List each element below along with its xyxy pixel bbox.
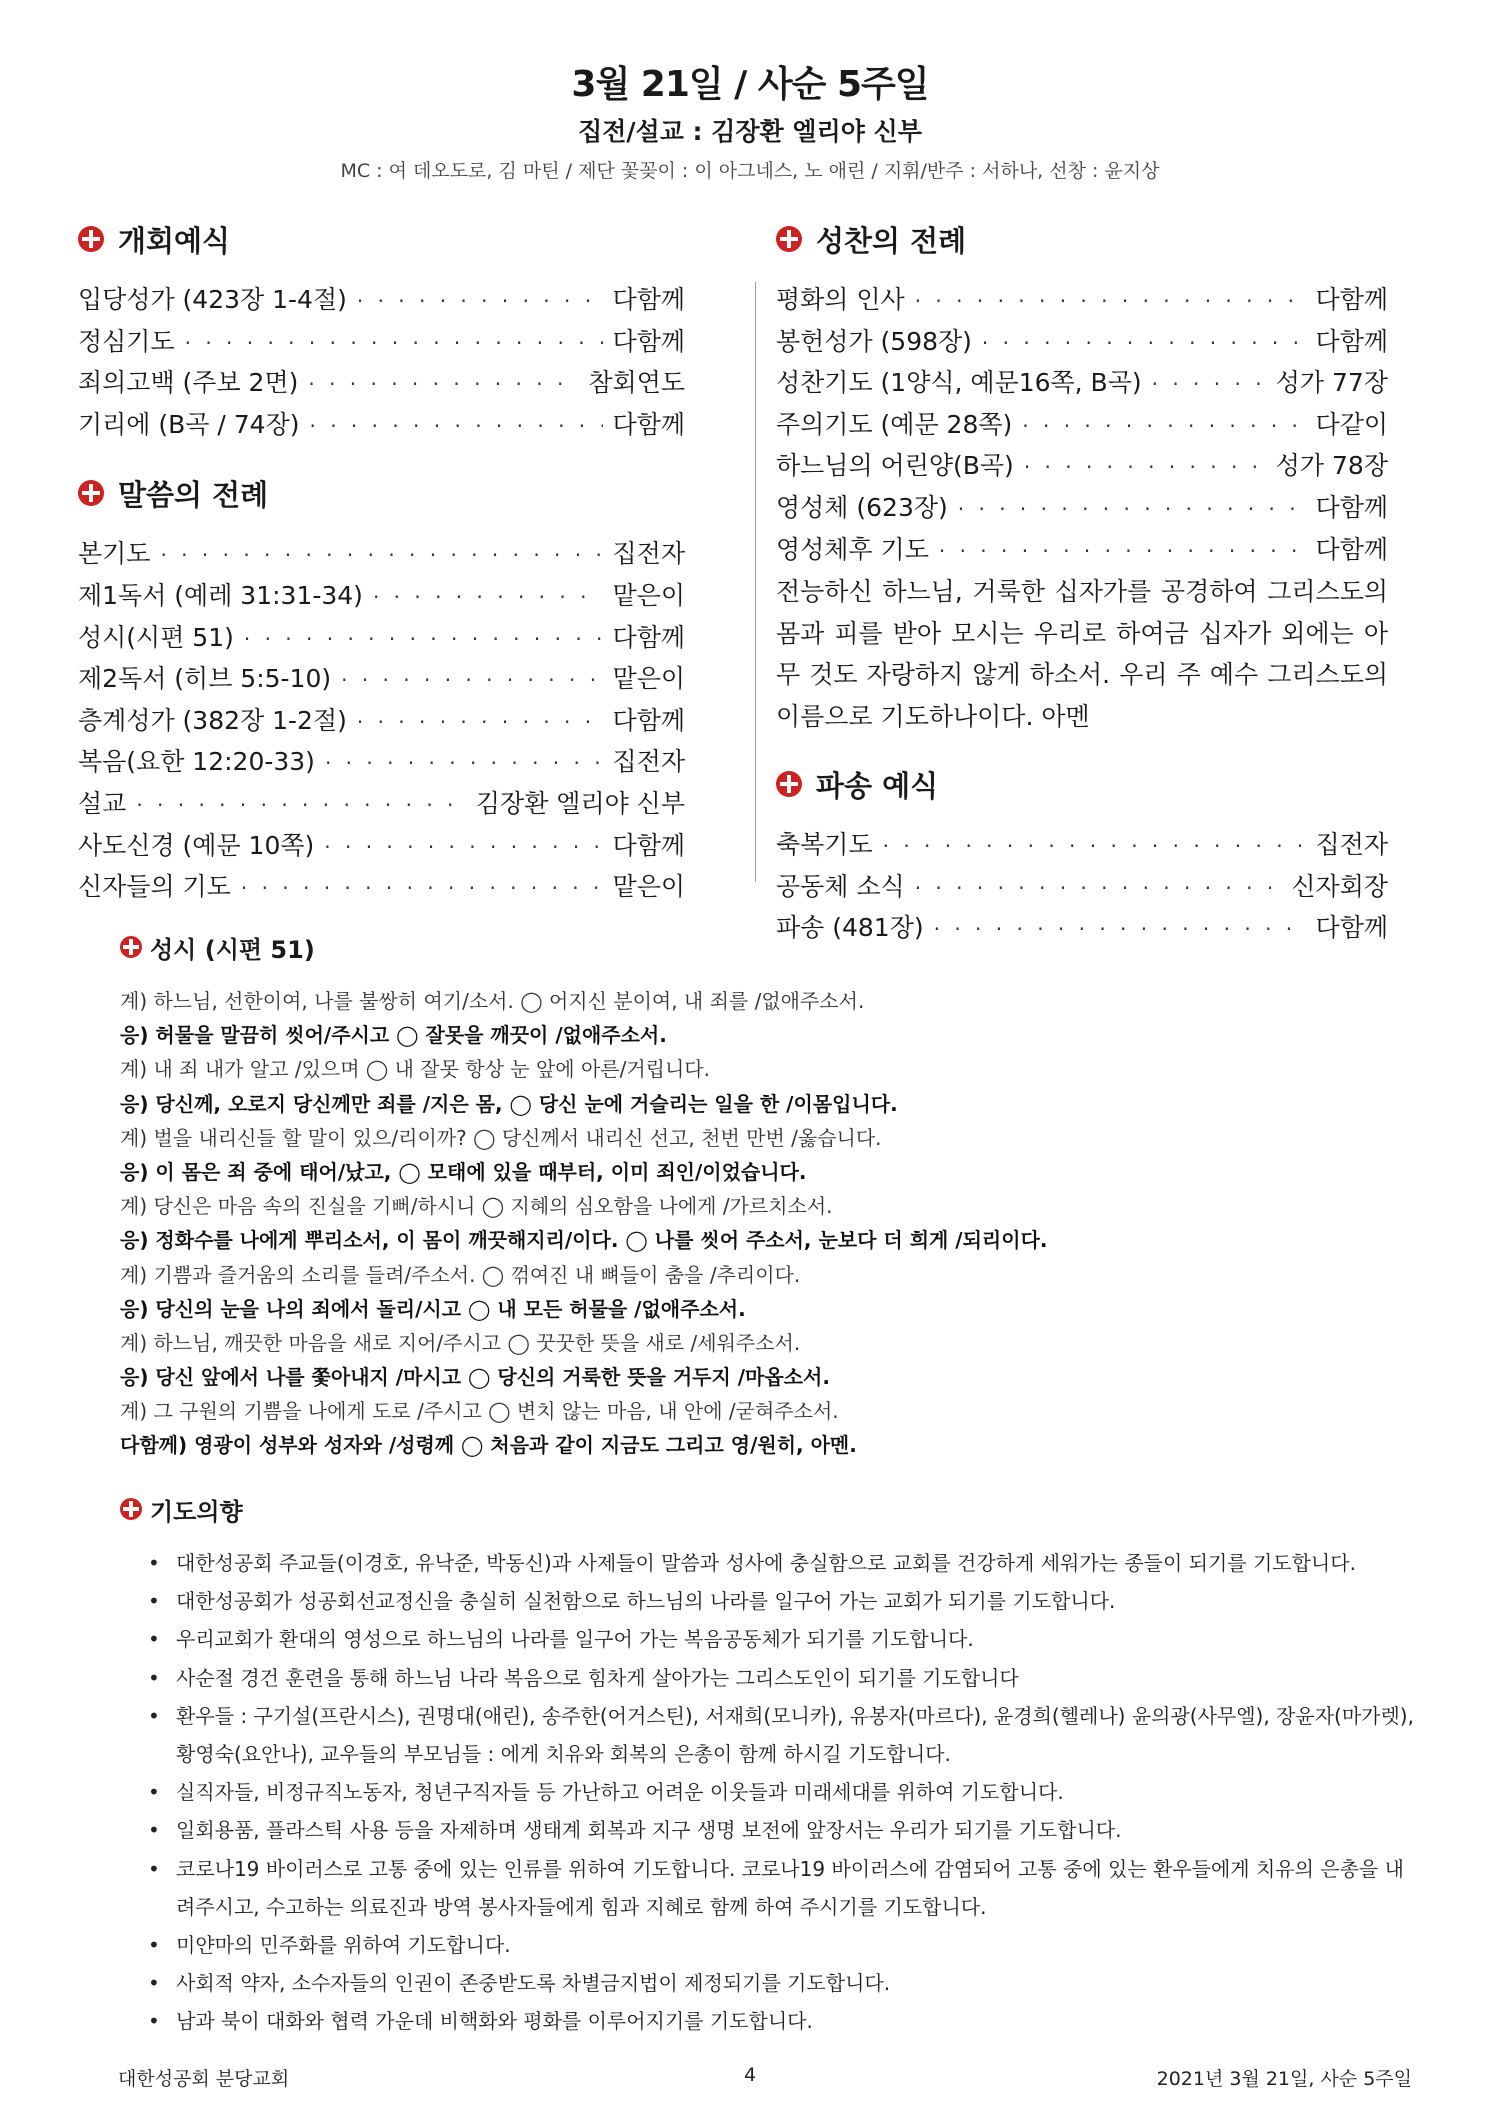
leader-dots xyxy=(308,372,578,396)
liturgy-item-role: 성가 78장 xyxy=(1275,451,1388,481)
liturgy-row xyxy=(78,701,685,743)
psalm-verse: 계) 내 죄 내가 알고 /있으며 ◯ 내 잘못 항상 눈 앞에 아른/거립니다. xyxy=(120,1057,710,1082)
liturgy-row xyxy=(776,363,1388,405)
liturgy-item-role: 신자회장 xyxy=(1291,871,1388,901)
intention-item: • 대한성공회가 성공회선교정신을 충실히 실천함으로 하느님의 나라를 일구어 가는 교회가 되기를 기도합니다. xyxy=(120,1582,1420,1620)
psalm-verse: 계) 당신은 마음 속의 진실을 기뻐/하시니 ◯ 지혜의 심오함을 나에게 /가르치소서. xyxy=(120,1194,833,1219)
liturgy-item-role: 김장환 엘리야 신부 xyxy=(475,788,685,818)
liturgy-item-label: 층계성가 (382장 1-2절) xyxy=(78,705,347,735)
left-column xyxy=(78,214,685,909)
leader-dots xyxy=(324,835,602,859)
liturgy-item-label: 복음(요한 12:20-33) xyxy=(78,747,315,777)
liturgy-row xyxy=(776,867,1388,909)
intention-item: • 코로나19 바이러스로 고통 중에 있는 인류를 위하여 기도합니다. 코로나19 바이러스에 감염되어 고통 중에 있는 환우들에게 치유의 은총을 내려주시고, 수고하는 의료진과 방역 봉사자들에게 힘과 지혜로 함께 하여 주시기를 기도합니다. xyxy=(120,1850,1420,1926)
cross-icon xyxy=(78,480,104,506)
liturgy-item-role: 다함께 xyxy=(1315,285,1388,314)
liturgy-item-label: 기리에 (B곡 / 74장) xyxy=(78,409,300,439)
liturgy-item-role: 다같이 xyxy=(1315,409,1388,439)
liturgy-row xyxy=(776,405,1388,447)
liturgy-item-role: 집전자 xyxy=(612,747,685,777)
leader-dots xyxy=(241,876,603,900)
column-divider xyxy=(755,282,756,882)
liturgy-item-role: 다함께 xyxy=(612,622,685,652)
liturgy-item-role: 다함께 xyxy=(612,409,685,439)
leader-dots xyxy=(1152,372,1266,396)
liturgy-item-label: 제2독서 (히브 5:5-10) xyxy=(78,664,332,694)
liturgy-item-role: 참회연도 xyxy=(588,368,685,398)
liturgy-item-role: 다함께 xyxy=(612,285,685,314)
presider-line: 집전/설교 : 김장환 엘리야 신부 xyxy=(578,117,922,146)
liturgy-item-label: 하느님의 어린양(B곡) xyxy=(776,451,1014,481)
liturgy-item-role: 다함께 xyxy=(1315,913,1388,943)
liturgy-item-role: 다함께 xyxy=(1315,326,1388,356)
psalm-verse: 계) 기쁨과 즐거움의 소리를 들려/주소서. ◯ 꺾여진 내 뼈들이 춤을 /추리이다. xyxy=(120,1262,801,1287)
liturgy-row xyxy=(78,826,685,868)
liturgy-item-label: 주의기도 (예문 28쪽) xyxy=(776,409,1013,439)
psalm-verses xyxy=(120,984,1420,1463)
liturgy-item-label: 신자들의 기도 xyxy=(78,872,231,902)
intentions-list xyxy=(120,1544,1420,2041)
leader-dots xyxy=(325,751,603,775)
leader-dots xyxy=(136,793,466,817)
liturgy-item-role: 맡은이 xyxy=(612,664,685,694)
liturgy-item-role: 다함께 xyxy=(1315,492,1388,522)
liturgy-item-label: 파송 (481장) xyxy=(776,913,924,943)
intentions-section xyxy=(120,1490,1420,2041)
liturgy-row xyxy=(776,530,1388,572)
opening-list xyxy=(78,280,685,446)
intention-item: • 대한성공회 주교들(이경호, 유낙준, 박동신)과 사제들이 말씀과 성사에 충실함으로 교회를 건강하게 세워가는 종들이 되기를 기도합니다. xyxy=(120,1544,1420,1582)
leader-dots xyxy=(939,539,1306,563)
footer-church: 대한성공회 분당교회 xyxy=(118,2068,290,2090)
liturgy-item-label: 사도신경 (예문 10쪽) xyxy=(78,830,315,860)
psalm-verse: 응) 허물을 말끔히 씻어/주시고 ◯ 잘못을 깨끗이 /없애주소서. xyxy=(120,1023,667,1048)
liturgy-item-label: 성찬기도 (1양식, 예문16쪽, B곡) xyxy=(776,368,1142,398)
intentions-heading: 기도의향 xyxy=(120,1490,1420,1528)
leader-dots xyxy=(341,668,602,692)
intention-item: • 환우들 : 구기설(프란시스), 권명대(애린), 송주한(어거스틴), 서재희(모니카), 유봉자(마르다), 윤경희(헬레나) 윤의광(사무엘), 장윤자(마가렛), 황영숙(요안나), 교우들의 부모님들 : 에게 치유와 회복의 은총이 함께 하시길 기도합니다. xyxy=(120,1697,1420,1773)
psalm-verse: 응) 당신께, 오로지 당신께만 죄를 /지은 몸, ◯ 당신 눈에 거슬리는 일을 한 /이몸입니다. xyxy=(120,1091,898,1116)
intention-item: • 사회적 약자, 소수자들의 인권이 존중받도록 차별금지법이 제정되기를 기도합니다. xyxy=(120,1964,1420,2002)
liturgy-item-role: 성가 77장 xyxy=(1275,368,1388,398)
ministers-line: MC : 여 데오도로, 김 마틴 / 제단 꽃꽂이 : 이 아그네스, 노 애린 / 지휘/반주 : 서하나, 선창 : 윤지상 xyxy=(340,160,1160,182)
liturgy-row xyxy=(78,280,685,322)
psalm-verse: 응) 이 몸은 죄 중에 태어/났고, ◯ 모태에 있을 때부터, 이미 죄인/이었습니다. xyxy=(120,1159,807,1184)
liturgy-row xyxy=(78,618,685,660)
liturgy-item-role: 맡은이 xyxy=(612,872,685,902)
leader-dots xyxy=(160,543,602,567)
leader-dots xyxy=(958,497,1306,521)
intention-item: • 일회용품, 플라스틱 사용 등을 자제하며 생태계 회복과 지구 생명 보전에 앞장서는 우리가 되기를 기도합니다. xyxy=(120,1811,1420,1849)
section-heading-eucharist: 성찬의 전례 xyxy=(776,214,1388,264)
liturgy-item-label: 정심기도 xyxy=(78,326,175,356)
leader-dots xyxy=(244,627,603,651)
leader-dots xyxy=(1024,455,1266,479)
liturgy-item-role: 맡은이 xyxy=(612,580,685,610)
liturgy-row xyxy=(78,405,685,447)
liturgy-row xyxy=(78,322,685,364)
psalm-verse: 계) 하느님, 선한이여, 나를 불쌍히 여기/소서. ◯ 어지신 분이여, 내 죄를 /없애주소서. xyxy=(120,989,865,1013)
liturgy-item-role: 집전자 xyxy=(612,539,685,569)
leader-dots xyxy=(309,414,602,438)
leader-dots xyxy=(185,331,603,355)
leader-dots xyxy=(373,585,603,609)
liturgy-row xyxy=(78,867,685,909)
word-list xyxy=(78,534,685,908)
intention-item: • 우리교회가 환대의 영성으로 하느님의 나라를 일구어 가는 복음공동체가 되기를 기도합니다. xyxy=(120,1620,1420,1658)
liturgy-item-role: 다함께 xyxy=(612,705,685,735)
cross-icon xyxy=(120,936,142,958)
intention-item: • 실직자들, 비정규직노동자, 청년구직자들 등 가난하고 어려운 이웃들과 미래세대를 위하여 기도합니다. xyxy=(120,1773,1420,1811)
cross-icon xyxy=(776,226,802,252)
intention-item: • 미얀마의 민주화를 위하여 기도합니다. xyxy=(120,1926,1420,1964)
eucharist-list xyxy=(776,280,1388,571)
liturgy-item-label: 제1독서 (예레 31:31-34) xyxy=(78,580,363,610)
cross-icon xyxy=(120,1498,142,1520)
section-heading-dismissal: 파송 예식 xyxy=(776,759,1388,809)
section-heading-opening: 개회예식 xyxy=(78,214,685,264)
leader-dots xyxy=(1022,414,1305,438)
liturgy-item-label: 공동체 소식 xyxy=(776,871,905,901)
liturgy-row xyxy=(78,742,685,784)
liturgy-item-label: 봉헌성가 (598장) xyxy=(776,326,972,356)
liturgy-row xyxy=(776,280,1388,322)
liturgy-item-label: 성시(시편 51) xyxy=(78,622,234,652)
leader-dots xyxy=(915,289,1306,313)
liturgy-row xyxy=(776,322,1388,364)
psalm-verse: 응) 정화수를 나에게 뿌리소서, 이 몸이 깨끗해지리/이다. ◯ 나를 씻어 주소서, 눈보다 더 희게 /되리이다. xyxy=(120,1228,1048,1253)
liturgy-item-label: 입당성가 (423장 1-4절) xyxy=(78,285,347,314)
post-communion-prayer: 전능하신 하느님, 거룩한 십자가를 공경하여 그리스도의 몸과 피를 받아 모시는 우리로 하여금 십자가 외에는 아무 것도 자랑하지 않게 하소서. 우리 주 예수 그리스도의 이름으로 기도하나이다. 아멘 xyxy=(776,577,1388,731)
page-title: 3월 21일 / 사순 5주일 xyxy=(571,64,929,105)
psalm-verse: 계) 벌을 내리신들 할 말이 있으/리이까? ◯ 당신께서 내리신 선고, 천번 만번 /옳습니다. xyxy=(120,1125,882,1150)
leader-dots xyxy=(357,710,603,734)
liturgy-item-label: 영성체후 기도 xyxy=(776,534,929,564)
psalm-section xyxy=(120,928,1420,1463)
liturgy-item-label: 본기도 xyxy=(78,539,151,569)
liturgy-item-label: 죄의고백 (주보 2면) xyxy=(78,368,299,398)
liturgy-row xyxy=(776,825,1388,867)
liturgy-item-label: 영성체 (623장) xyxy=(776,492,948,522)
liturgy-item-role: 다함께 xyxy=(1315,534,1388,564)
leader-dots xyxy=(915,876,1282,900)
psalm-heading: 성시 (시편 51) xyxy=(120,928,1420,966)
psalm-verse: 계) 그 구원의 기쁨을 나에게 도로 /주시고 ◯ 변치 않는 마음, 내 안에 /굳혀주소서. xyxy=(120,1399,839,1424)
liturgy-row xyxy=(78,659,685,701)
liturgy-row xyxy=(776,446,1388,488)
psalm-verse: 응) 당신의 눈을 나의 죄에서 돌리/시고 ◯ 내 모든 허물을 /없애주소서. xyxy=(120,1296,746,1321)
liturgy-row xyxy=(78,534,685,576)
psalm-verse: 계) 하느님, 깨끗한 마음을 새로 지어/주시고 ◯ 꿋꿋한 뜻을 새로 /세워주소서. xyxy=(120,1330,801,1355)
liturgy-item-label: 평화의 인사 xyxy=(776,285,905,314)
right-column xyxy=(776,214,1388,950)
footer-date: 2021년 3월 21일, 사순 5주일 xyxy=(1156,2068,1412,2090)
leader-dots xyxy=(982,331,1306,355)
psalm-verse: 다함께) 영광이 성부와 성자와 /성령께 ◯ 처음과 같이 지금도 그리고 영/원히, 아멘. xyxy=(120,1433,857,1458)
liturgy-row xyxy=(78,363,685,405)
liturgy-item-label: 설교 xyxy=(78,788,127,818)
cross-icon xyxy=(78,226,104,252)
liturgy-item-label: 축복기도 xyxy=(776,830,873,860)
leader-dots xyxy=(883,834,1306,858)
section-heading-word: 말씀의 전례 xyxy=(78,468,685,518)
intention-item: • 사순절 경건 훈련을 통해 하느님 나라 복음으로 힘차게 살아가는 그리스도인이 되기를 기도합니다 xyxy=(120,1659,1420,1697)
cross-icon xyxy=(776,771,802,797)
intention-item: • 남과 북이 대화와 협력 가운데 비핵화와 평화를 이루어지기를 기도합니다. xyxy=(120,2002,1420,2040)
liturgy-row xyxy=(78,576,685,618)
liturgy-item-role: 다함께 xyxy=(612,830,685,860)
leader-dots xyxy=(357,289,603,313)
liturgy-item-role: 집전자 xyxy=(1315,830,1388,860)
liturgy-row xyxy=(776,488,1388,530)
footer-page-number: 4 xyxy=(743,2064,757,2086)
liturgy-row xyxy=(78,784,685,826)
psalm-verse: 응) 당신 앞에서 나를 쫓아내지 /마시고 ◯ 당신의 거룩한 뜻을 거두지 /마옵소서. xyxy=(120,1365,830,1390)
liturgy-item-role: 다함께 xyxy=(612,326,685,356)
